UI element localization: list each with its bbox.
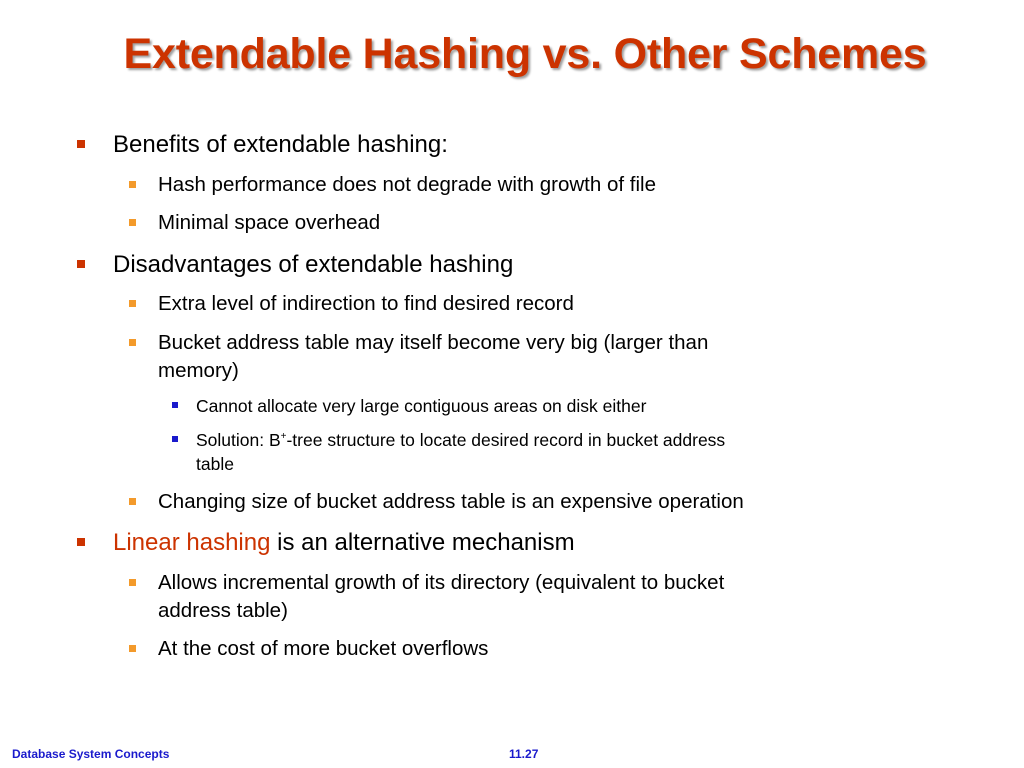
subbullet-text: Hash performance does not degrade with growth of file	[158, 173, 656, 196]
square-bullet-icon	[129, 339, 136, 346]
subbullet-linear-1	[158, 569, 724, 597]
bullet-text: Disadvantages of extendable hashing	[113, 251, 514, 278]
subsubbullet-text: Cannot allocate very large contiguous areas on disk either	[196, 396, 647, 416]
subsubbullet-2	[196, 428, 725, 452]
subbullet-benefit-1	[158, 171, 656, 199]
linear-hashing-highlight: Linear hashing	[113, 529, 271, 556]
subbullet-disadvantage-2-cont	[158, 357, 239, 385]
square-bullet-icon	[129, 645, 136, 652]
subbullet-text: Bucket address table may itself become very big (larger than	[158, 331, 709, 354]
bullet-text: is an alternative mechanism	[270, 529, 575, 556]
square-bullet-icon	[172, 402, 178, 408]
square-bullet-icon	[129, 219, 136, 226]
footer-course-title: Database System Concepts	[12, 747, 170, 761]
square-bullet-icon	[129, 300, 136, 307]
square-bullet-icon	[77, 260, 85, 268]
subbullet-text: memory)	[158, 359, 239, 382]
footer-page-number: 11.27	[509, 747, 539, 761]
subbullet-disadvantage-2	[158, 329, 708, 357]
subbullet-benefit-2	[158, 209, 380, 237]
subbullet-text: At the cost of more bucket overflows	[158, 637, 489, 660]
subbullet-disadvantage-3	[158, 488, 744, 516]
subsubbullet-text: table	[196, 454, 234, 474]
square-bullet-icon	[129, 181, 136, 188]
square-bullet-icon	[129, 579, 136, 586]
subbullet-text: address table)	[158, 599, 288, 622]
bullet-disadvantages	[113, 251, 513, 279]
subsubbullet-text-b: -tree structure to locate desired record in bucket address	[286, 430, 726, 450]
subbullet-text: Changing size of bucket address table is an expensive operation	[158, 490, 744, 513]
square-bullet-icon	[172, 436, 178, 442]
bullet-text: Benefits of extendable hashing:	[113, 131, 448, 158]
subsubbullet-text-a: Solution: B	[196, 430, 281, 450]
square-bullet-icon	[77, 140, 85, 148]
subbullet-text: Allows incremental growth of its directory (equivalent to bucket	[158, 571, 725, 594]
subsubbullet-1	[196, 394, 646, 418]
square-bullet-icon	[129, 498, 136, 505]
subbullet-disadvantage-1	[158, 290, 574, 318]
bullet-linear-hashing	[113, 529, 575, 557]
slide-title: Extendable Hashing vs. Other Schemes	[123, 30, 927, 78]
superscript-plus: +	[280, 431, 287, 443]
square-bullet-icon	[77, 538, 85, 546]
subbullet-text: Minimal space overhead	[158, 211, 381, 234]
bullet-benefits	[113, 131, 448, 159]
subbullet-linear-2	[158, 635, 488, 663]
subbullet-linear-1-cont	[158, 597, 288, 625]
subsubbullet-2-cont	[196, 452, 234, 476]
subbullet-text: Extra level of indirection to find desired record	[158, 292, 574, 315]
